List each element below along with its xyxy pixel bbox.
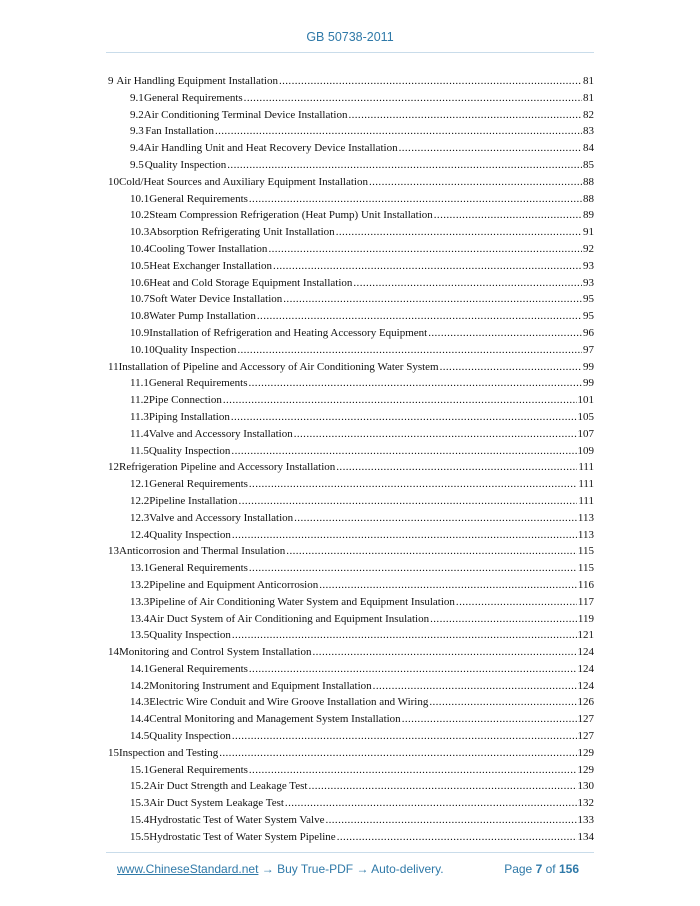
toc-leader-dots (268, 241, 582, 258)
toc-entry-number: 10.10 (130, 343, 155, 356)
toc-entry-page: 81 (583, 75, 594, 87)
toc-entry-page: 96 (583, 326, 594, 339)
toc-entry-number: 12.1 (130, 478, 150, 491)
toc-entry-page: 107 (577, 427, 594, 440)
toc-leader-dots (348, 107, 582, 124)
toc-entry-title: General Requirements (149, 478, 248, 491)
toc-section-entry[interactable] (106, 678, 594, 695)
toc-entry-number: 12.4 (130, 528, 150, 541)
toc-section-entry[interactable] (106, 241, 594, 258)
toc-entry-title: General Requirements (149, 763, 248, 776)
toc-entry-page: 127 (577, 713, 594, 726)
toc-entry-number: 11.5 (130, 444, 149, 457)
toc-leader-dots (232, 527, 577, 544)
toc-leader-dots (286, 543, 577, 560)
toc-section-entry[interactable] (106, 812, 594, 829)
toc-entry-number: 9.1 (130, 91, 144, 104)
toc-entry-page: 91 (583, 226, 594, 239)
toc-entry-number: 11.3 (130, 410, 149, 423)
toc-entry-page: 129 (577, 763, 594, 776)
toc-entry-number: 10.8 (130, 310, 150, 323)
toc-leader-dots (249, 476, 577, 493)
toc-entry-number: 11 (108, 360, 119, 373)
toc-leader-dots (257, 308, 582, 325)
toc-leader-dots (337, 829, 577, 846)
toc-leader-dots (402, 711, 577, 728)
toc-leader-dots (232, 627, 577, 644)
toc-leader-dots (244, 90, 582, 107)
toc-leader-dots (373, 678, 577, 695)
toc-entry-title: Air Duct System Leakage Test (149, 797, 284, 810)
toc-entry-number: 13.3 (130, 595, 150, 608)
toc-section-entry[interactable] (106, 527, 594, 544)
toc-section-entry[interactable] (106, 291, 594, 308)
toc-chapter-entry[interactable] (106, 359, 594, 376)
toc-entry-page: 113 (577, 511, 594, 524)
toc-section-entry[interactable] (106, 577, 594, 594)
header-divider (106, 52, 594, 53)
toc-leader-dots (219, 745, 576, 762)
current-page: 7 (535, 862, 543, 876)
toc-entry-number: 13 (108, 545, 119, 558)
toc-section-entry[interactable] (106, 426, 594, 443)
toc-entry-number: 15.2 (130, 780, 150, 793)
toc-leader-dots (440, 359, 582, 376)
toc-entry-title: Electric Wire Conduit and Wire Groove Installation and Wiring (149, 696, 429, 709)
toc-chapter-entry[interactable] (106, 644, 594, 661)
toc-entry-number: 14.4 (130, 713, 150, 726)
toc-section-entry[interactable] (106, 308, 594, 325)
toc-section-entry[interactable] (106, 627, 594, 644)
toc-entry-page: 113 (577, 528, 594, 541)
toc-section-entry[interactable] (106, 728, 594, 745)
toc-entry-number: 10.9 (130, 326, 150, 339)
toc-leader-dots (249, 191, 582, 208)
toc-entry-number: 14 (108, 646, 119, 659)
toc-section-entry[interactable] (106, 711, 594, 728)
toc-entry-number: 9.2 (130, 108, 144, 121)
toc-entry-number: 12.2 (130, 494, 150, 507)
page-header-title: GB 50738-2011 (306, 30, 394, 44)
toc-entry-number: 10.7 (130, 293, 150, 306)
toc-entry-page: 89 (583, 209, 594, 222)
toc-entry-number: 13.5 (130, 629, 150, 642)
toc-section-entry[interactable] (106, 476, 594, 493)
toc-entry-number: 15.5 (130, 830, 150, 843)
toc-section-entry[interactable] (106, 409, 594, 426)
toc-entry-number: 15 (108, 746, 119, 759)
toc-section-entry[interactable] (106, 375, 594, 392)
toc-section-entry[interactable] (106, 392, 594, 409)
toc-entry-title: Refrigeration Pipeline and Accessory Installation (119, 461, 336, 474)
toc-chapter-entry[interactable] (106, 745, 594, 762)
toc-entry-title: Monitoring Instrument and Equipment Installation (149, 679, 372, 692)
toc-leader-dots (227, 157, 582, 174)
toc-entry-number: 12.3 (130, 511, 150, 524)
toc-entry-page: 83 (583, 125, 594, 138)
toc-entry-page: 88 (583, 175, 594, 188)
toc-entry-page: 99 (583, 360, 594, 373)
toc-entry-number: 10.6 (130, 276, 150, 289)
toc-entry-number: 11.4 (130, 427, 149, 440)
toc-entry-page: 82 (583, 108, 594, 121)
toc-entry-title: General Requirements (148, 377, 248, 390)
toc-entry-number: 10.4 (130, 242, 150, 255)
toc-entry-page: 95 (583, 310, 594, 323)
toc-entry-title: Anticorrosion and Thermal Insulation (119, 545, 286, 558)
toc-section-entry[interactable] (106, 594, 594, 611)
toc-entry-number: 10.1 (130, 192, 150, 205)
toc-entry-page: 124 (577, 679, 594, 692)
footer-promo (117, 862, 444, 876)
toc-leader-dots (294, 426, 577, 443)
toc-leader-dots (456, 594, 577, 611)
toc-section-entry[interactable] (106, 762, 594, 779)
toc-entry-title: Soft Water Device Installation (149, 293, 283, 306)
toc-entry-number: 9.5 (130, 158, 144, 171)
toc-entry-number: 9.3 (130, 125, 144, 138)
toc-entry-page: 124 (577, 646, 594, 659)
toc-entry-page: 132 (577, 797, 594, 810)
footer-divider (106, 852, 594, 853)
toc-entry-number: 15.3 (130, 797, 150, 810)
toc-entry-number: 11.2 (130, 394, 149, 407)
toc-section-entry[interactable] (106, 694, 594, 711)
page-indicator: Page 7 of 156 (504, 862, 579, 876)
toc-leader-dots (319, 577, 577, 594)
toc-entry-title: Pipeline Installation (149, 494, 238, 507)
toc-entry-number: 14.3 (130, 696, 150, 709)
toc-leader-dots (336, 459, 577, 476)
toc-entry-page: 129 (577, 746, 594, 759)
toc-entry-page: 134 (577, 830, 594, 843)
toc-entry-number: 9.4 (130, 142, 144, 155)
toc-entry-page: 133 (577, 814, 594, 827)
toc-section-entry[interactable] (106, 829, 594, 846)
toc-entry-number: 14.1 (130, 662, 150, 675)
toc-section-entry[interactable] (106, 778, 594, 795)
toc-chapter-entry[interactable] (106, 543, 594, 560)
toc-entry-number: 12 (108, 461, 119, 474)
toc-entry-title: Pipeline of Air Conditioning Water System and Equipment Insulation (149, 595, 455, 608)
toc-entry-title: Quality Inspection (149, 528, 231, 541)
toc-entry-number: 10.3 (130, 226, 150, 239)
toc-leader-dots (313, 644, 577, 661)
toc-entry-title: Installation of Pipeline and Accessory of Air Conditioning Water System (118, 360, 439, 373)
toc-section-entry[interactable] (106, 795, 594, 812)
toc-entry-page: 111 (578, 494, 594, 507)
toc-entry-page: 130 (577, 780, 594, 793)
toc-entry-title: Cooling Tower Installation (149, 242, 268, 255)
toc-entry-page: 81 (583, 91, 594, 104)
toc-chapter-entry[interactable] (106, 73, 594, 90)
toc-entry-page: 111 (578, 461, 594, 474)
toc-entry-title: Central Monitoring and Management System Installation (149, 713, 401, 726)
toc-section-entry[interactable] (106, 157, 594, 174)
toc-leader-dots (249, 560, 577, 577)
toc-leader-dots (294, 510, 577, 527)
toc-entry-page: 117 (577, 595, 594, 608)
toc-entry-page: 105 (577, 410, 594, 423)
toc-entry-title: Water Pump Installation (149, 310, 256, 323)
toc-entry-page: 99 (583, 377, 594, 390)
toc-entry-page: 84 (583, 142, 594, 155)
toc-leader-dots (249, 661, 577, 678)
toc-leader-dots (428, 325, 582, 342)
toc-chapter-entry[interactable] (106, 174, 594, 191)
toc-section-entry[interactable] (106, 275, 594, 292)
toc-entry-title: Quality Inspection (149, 629, 231, 642)
toc-entry-number: 10.2 (130, 209, 150, 222)
toc-entry-number: 13.2 (130, 578, 150, 591)
promo-text: → Buy True-PDF → Auto-delivery. (258, 862, 444, 876)
toc-entry-title: General Requirements (149, 562, 248, 575)
toc-leader-dots (434, 207, 582, 224)
toc-entry-page: 93 (583, 276, 594, 289)
toc-entry-title: Hydrostatic Test of Water System Pipeline (149, 830, 336, 843)
toc-entry-number: 15.1 (130, 763, 150, 776)
toc-entry-title: Steam Compression Refrigeration (Heat Pump) Unit Installation (149, 209, 433, 222)
toc-entry-title: Monitoring and Control System Installation (119, 646, 312, 659)
toc-leader-dots (249, 762, 577, 779)
toc-leader-dots (369, 174, 582, 191)
toc-entry-page: 126 (577, 696, 594, 709)
toc-entry-title: Quality Inspection (154, 343, 237, 356)
toc-entry-page: 85 (583, 158, 594, 171)
toc-entry-title: Cold/Heat Sources and Auxiliary Equipment Installation (119, 175, 368, 188)
toc-entry-title: Air Conditioning Terminal Device Installation (143, 108, 348, 121)
toc-chapter-entry[interactable] (106, 459, 594, 476)
toc-entry-page: 116 (577, 578, 594, 591)
page-footer (117, 862, 579, 876)
toc-entry-page: 109 (577, 444, 594, 457)
toc-section-entry[interactable] (106, 342, 594, 359)
toc-entry-title: Installation of Refrigeration and Heating Accessory Equipment (149, 326, 428, 339)
toc-entry-page: 93 (583, 259, 594, 272)
toc-section-entry[interactable] (106, 325, 594, 342)
toc-section-entry[interactable] (106, 207, 594, 224)
toc-leader-dots (279, 73, 582, 90)
toc-leader-dots (308, 778, 576, 795)
toc-entry-title: Air Handling Unit and Heat Recovery Device Installation (143, 142, 398, 155)
toc-section-entry[interactable] (106, 443, 594, 460)
toc-entry-title: Quality Inspection (144, 158, 227, 171)
toc-entry-number: 14.2 (130, 679, 150, 692)
toc-leader-dots (215, 123, 582, 140)
toc-entry-title: Piping Installation (148, 410, 230, 423)
toc-section-entry[interactable] (106, 123, 594, 140)
toc-entry-page: 121 (577, 629, 594, 642)
toc-section-entry[interactable] (106, 493, 594, 510)
toc-entry-title: Air Duct Strength and Leakage Test (149, 780, 308, 793)
toc-leader-dots (232, 728, 577, 745)
toc-section-entry[interactable] (106, 258, 594, 275)
toc-leader-dots (283, 291, 582, 308)
toc-entry-number: 15.4 (130, 814, 150, 827)
toc-entry-title: Fan Installation (145, 125, 214, 138)
toc-entry-title: Quality Inspection (149, 730, 231, 743)
toc-section-entry[interactable] (106, 107, 594, 124)
toc-entry-page: 88 (583, 192, 594, 205)
toc-entry-title: Quality Inspection (148, 444, 231, 457)
toc-leader-dots (231, 409, 577, 426)
toc-entry-page: 97 (583, 343, 594, 356)
toc-entry-title: Hydrostatic Test of Water System Valve (149, 814, 325, 827)
toc-entry-number: 11.1 (130, 377, 149, 390)
toc-entry-title: General Requirements (149, 662, 248, 675)
toc-entry-page: 101 (577, 394, 594, 407)
toc-entry-number: 13.4 (130, 612, 150, 625)
toc-entry-title: Valve and Accessory Installation (148, 427, 293, 440)
toc-leader-dots (429, 694, 576, 711)
toc-entry-title: Inspection and Testing (119, 746, 219, 759)
toc-leader-dots (239, 493, 578, 510)
toc-entry-number: 10.5 (130, 259, 150, 272)
toc-entry-number: 9 (108, 75, 114, 87)
toc-entry-title: Pipe Connection (148, 394, 222, 407)
toc-entry-number: 14.5 (130, 730, 150, 743)
toc-section-entry[interactable] (106, 140, 594, 157)
toc-leader-dots (223, 392, 577, 409)
toc-entry-title: Air Handling Equipment Installation (116, 75, 278, 87)
toc-leader-dots (353, 275, 582, 292)
toc-section-entry[interactable] (106, 224, 594, 241)
toc-leader-dots (285, 795, 577, 812)
toc-entry-title: Pipeline and Equipment Anticorrosion (149, 578, 319, 591)
toc-entry-page: 95 (583, 293, 594, 306)
toc-entry-title: General Requirements (149, 192, 248, 205)
toc-leader-dots (336, 224, 582, 241)
toc-leader-dots (249, 375, 583, 392)
toc-leader-dots (237, 342, 582, 359)
toc-leader-dots (325, 812, 576, 829)
toc-section-entry[interactable] (106, 611, 594, 628)
toc-leader-dots (231, 443, 576, 460)
toc-entry-title: Heat Exchanger Installation (149, 259, 273, 272)
toc-entry-title: Air Duct System of Air Conditioning and Equipment Insulation (149, 612, 430, 625)
toc-section-entry[interactable] (106, 191, 594, 208)
toc-entry-title: Valve and Accessory Installation (149, 511, 294, 524)
toc-entry-page: 127 (577, 730, 594, 743)
toc-entry-page: 119 (577, 612, 594, 625)
toc-entry-page: 115 (577, 545, 594, 558)
toc-entry-page: 111 (578, 478, 594, 491)
total-pages: 156 (558, 862, 579, 876)
toc-leader-dots (430, 611, 577, 628)
toc-entry-page: 115 (577, 562, 594, 575)
toc-section-entry[interactable] (106, 90, 594, 107)
toc-entry-title: Absorption Refrigerating Unit Installation (149, 226, 335, 239)
toc-section-entry[interactable] (106, 560, 594, 577)
toc-leader-dots (399, 140, 582, 157)
toc-entry-title: Heat and Cold Storage Equipment Installation (149, 276, 353, 289)
toc-leader-dots (273, 258, 582, 275)
toc-section-entry[interactable] (106, 510, 594, 527)
toc-entry-number: 13.1 (130, 562, 150, 575)
toc-entry-page: 92 (583, 242, 594, 255)
toc-entry-page: 124 (577, 662, 594, 675)
toc-section-entry[interactable] (106, 661, 594, 678)
toc-entry-title: General Requirements (144, 91, 243, 104)
table-of-contents (106, 73, 594, 846)
toc-entry-number: 10 (108, 175, 119, 188)
website-link[interactable]: www.ChineseStandard.net (117, 862, 259, 876)
